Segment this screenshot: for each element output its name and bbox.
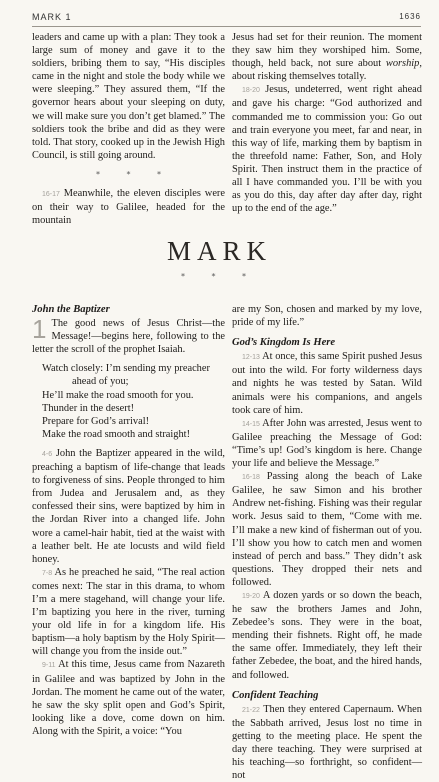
verse-text: At this time, Jesus came from Nazareth in Galilee and was baptized by John in the Jordan. The moment he came out of the water, he saw the sky split open and God’s Spirit, looking like a dove, come down on him. Along with the Spirit, a voice: “You xyxy=(32,659,225,737)
mark-verse-19 xyxy=(232,589,422,682)
verse-text: Jesus, undeterred, went right ahead and gave his charge: “God authorized and commanded me to commission you: Go out and train everyone you meet, far and near, in this way of life, marking them by baptism in the threefold name: Father, Son, and Holy Spirit. Then instruct them in the practice of all I have commanded you. I’ll be with you as you do this, day after day after day, right up to the end of the age.” xyxy=(232,84,422,215)
mark-verse-4 xyxy=(32,447,225,566)
verse-text: Then they entered Capernaum. When the Sabbath arrived, Jesus lost no time in getting to the meeting place. He spent the day there teaching. They were surprised at his teaching—so forthright, so confident—not xyxy=(232,703,422,782)
chapter-number: 1 xyxy=(32,314,47,345)
running-header-book: MARK 1 xyxy=(32,12,72,22)
verse-text: The good news of Jesus Christ—the Message!—begins here, following to the letter the scroll of the prophet Isaiah. xyxy=(32,318,225,356)
matthew-verse-18 xyxy=(232,83,422,215)
poem-line: Watch closely: I’m sending my preacher xyxy=(42,363,210,375)
poem-line: Prepare for God’s arrival! xyxy=(42,415,150,427)
emphasis-word: worship xyxy=(385,58,420,70)
section-separator: * * * xyxy=(95,169,174,179)
verse-text: Jesus had set for their reunion. The moment they saw him they worshiped him. Some, though, held back, not sure about xyxy=(232,32,422,70)
prophecy-quote xyxy=(42,362,225,441)
verse-number: 16-18 xyxy=(242,474,260,482)
matthew-verse-16 xyxy=(32,187,225,227)
mark-verse-12 xyxy=(232,350,422,416)
verse-number: 14-15 xyxy=(242,420,260,428)
mark-verse-14 xyxy=(232,417,422,470)
verse-text: John the Baptizer appeared in the wild, preaching a baptism of life-change that leads to forgiveness of sins. People thronged to him from Judea and Jerusalem and, as they confessed their sins, were baptized by him in the Jordan River into a changed life. John wore a camel-hair habit, tied at the waist with a leather belt. He ate locusts and wild field honey. xyxy=(32,447,225,565)
poem-line: Make the road smooth and straight! xyxy=(42,428,191,440)
section-heading: Confident Teaching xyxy=(232,689,319,701)
verse-text: A dozen yards or so down the beach, he saw the brothers James and John, Zebedee’s sons. They were in the boat, mending their fishnets. Right off, he made the same offer. Immediately, they left their father Zebedee, the boat, and the hired hands, and followed. xyxy=(232,589,422,681)
matthew-paragraph-continued xyxy=(232,31,422,83)
page-number: 1636 xyxy=(399,12,421,21)
mark-column-left xyxy=(32,303,225,738)
verse-number: 9-11 xyxy=(42,662,56,670)
verse-text: , about risking themselves totally. xyxy=(232,58,422,83)
verse-number: 7-8 xyxy=(42,569,53,577)
title-ornament: * * * xyxy=(180,272,259,281)
mark-verse-16 xyxy=(232,470,422,589)
book-title: MARK xyxy=(166,236,272,266)
poem-line: Thunder in the desert! xyxy=(42,402,135,414)
mark-column-right xyxy=(232,303,422,782)
verse-text: Meanwhile, the eleven disciples were on their way to Galilee, headed for the mountain xyxy=(32,188,225,227)
mark-verse-7 xyxy=(32,566,225,659)
verse-number: 12-13 xyxy=(242,354,260,362)
verse-text: After John was arrested, Jesus went to Galilee preaching the Message of God: “Time’s up! God’s kingdom is here. Change your life and believe the Message.” xyxy=(232,417,422,470)
matthew-column-left xyxy=(32,31,225,227)
section-heading: God’s Kingdom Is Here xyxy=(232,337,336,349)
verse-text: As he preached he said, “The real action comes next: The star in this drama, to whom I’m a mere stagehand, will change your life. I’m baptizing you here in the river, turning your old life in for a kingdom life. His baptism—a holy baptism by the Holy Spirit—will change you from the inside out.” xyxy=(32,566,226,658)
poem-line: He’ll make the road smooth for you. xyxy=(42,389,194,401)
verse-number: 4-6 xyxy=(42,450,53,458)
matthew-paragraph: leaders and came up with a plan: They took a large sum of money and gave it to the soldiers, bribing them to say, “His disciples came in the night and stole the body while we were sleeping.” They assured them, “If the governor hears about your sleeping on duty, we will make sure you don’t get blamed.” The soldiers took the bribe and did as they were told. That story, cooked up in the Jewish High Council, is still going around. xyxy=(32,32,225,161)
verse-number: 18-20 xyxy=(242,87,260,95)
verse-text: Passing along the beach of Lake Galilee, he saw Simon and his brother Andrew net-fishing. Fishing was their regular work. Jesus said to them, “Come with me. I’ll make a new kind of fisherman out of you. I’ll show you how to catch men and women instead of perch and bass.” They didn’t ask questions. They dropped their nets and followed. xyxy=(232,471,422,588)
verse-number: 16-17 xyxy=(42,191,60,199)
mark-verse-9 xyxy=(32,658,225,738)
mark-verse-1 xyxy=(32,314,225,356)
matthew-column-right xyxy=(232,31,422,215)
running-header xyxy=(32,10,421,27)
verse-number: 19-20 xyxy=(242,592,260,600)
poem-line: ahead of you; xyxy=(72,376,129,388)
mark-verse-9-continued: are my Son, chosen and marked by my love, pride of my life.” xyxy=(232,304,422,329)
mark-verse-21 xyxy=(232,703,422,782)
section-heading: John the Baptizer xyxy=(32,304,110,315)
verse-text: At once, this same Spirit pushed Jesus out into the wild. For forty wilderness days and nights he was tested by Satan. Wild animals were his companions, and angels took care of him. xyxy=(232,351,422,416)
verse-number: 21-22 xyxy=(242,706,260,714)
